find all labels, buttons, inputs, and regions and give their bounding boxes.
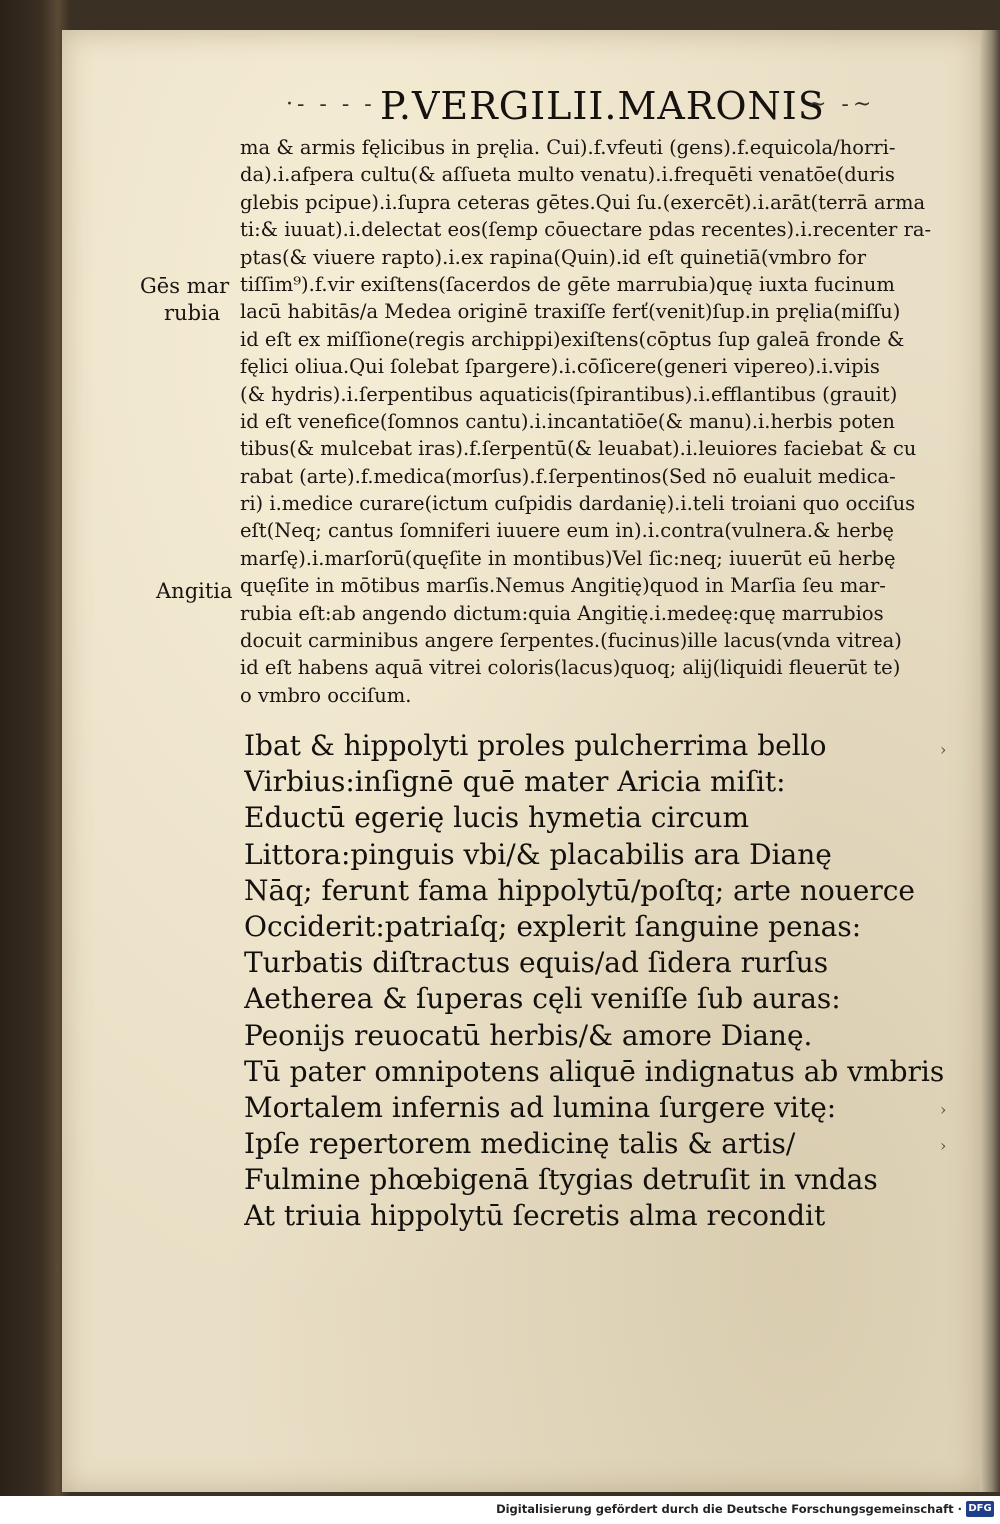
commentary-line: docuit carminibus angere ſerpentes.(fucinus)ille lacus(vnda vitrea) xyxy=(240,629,902,653)
verse-line: Ipſe repertorem medicinę talis & artis/ xyxy=(244,1127,796,1161)
margin-mark: › xyxy=(940,740,947,759)
commentary-line: id eſt habens aquā vitrei coloris(lacus)quoq; alij(liquidi fleuerūt te) xyxy=(240,656,901,680)
commentary-line: eſt(Neq; cantus ſomniferi iuuere eum in).i.contra(vulnera.& herbę xyxy=(240,519,894,543)
margin-mark: › xyxy=(940,1136,947,1155)
running-head-ornament-right: ~ -~ xyxy=(808,92,876,117)
verse-block xyxy=(244,728,964,1235)
verse-line: Littora:pinguis vbi/& placabilis ara Dianę xyxy=(244,837,832,871)
commentary-line: tibus(& mulcebat iras).f.ſerpentū(& leuabat).i.leuiores faciebat & cu xyxy=(240,437,917,461)
running-head: P.VERGILII.MARONIS xyxy=(380,84,825,128)
verse-line: Occiderit:patriaſq; explerit ſanguine penas: xyxy=(244,909,862,943)
commentary-line: ri) i.medice curare(ictum cuſpidis dardanię).i.teli troiani quo occiſus xyxy=(240,492,916,516)
commentary-line: (& hydris).i.ſerpentibus aquaticis(ſpirantibus).i.efflantibus (grauit) xyxy=(240,382,898,406)
running-head-ornament-left: ·- - - - xyxy=(286,92,376,117)
verse-line: Mortalem infernis ad lumina ſurgere vitę: xyxy=(244,1090,837,1124)
commentary-line: rabat (arte).f.medica(morſus).f.ſerpentinos(Sed nō eualuit medica- xyxy=(240,464,896,488)
commentary-line: fęlici oliua.Qui ſolebat ſpargere).i.cōſicere(generi vipereo).i.vipis xyxy=(240,355,880,379)
dfg-logo-icon: DFG xyxy=(966,1501,994,1517)
marginal-note-gens-1: Gēs mar xyxy=(140,274,230,298)
footer-bar xyxy=(0,1496,1000,1524)
commentary-line: id eſt venefice(ſomnos cantu).i.incantatiōe(& manu).i.herbis poten xyxy=(240,409,895,433)
verse-line: Ibat & hippolyti proles pulcherrima bello xyxy=(244,729,827,762)
commentary-line: marſę).i.marſorū(quęſite in montibus)Vel ſic:neq; iuuerūt eū herbę xyxy=(240,546,896,570)
funding-notice: Digitalisierung gefördert durch die Deutsche Forschungsgemeinschaft · xyxy=(496,1502,962,1516)
page-edge xyxy=(980,30,1000,1492)
commentary-block xyxy=(240,134,956,709)
verse-line: Turbatis diſtractus equis/ad ſidera rurſus xyxy=(244,946,829,980)
verse-line: Peonijs reuocatū herbis/& amore Dianę. xyxy=(244,1018,813,1052)
commentary-line: ptas(& viuere rapto).i.ex rapina(Quin).id eſt quinetiā(vmbro for xyxy=(240,245,867,269)
commentary-line: id eſt ex miſſione(regis archippi)exiſtens(cōptus ſup galeā fronde & xyxy=(240,327,905,351)
marginal-note-gens-2: rubia xyxy=(164,301,221,325)
commentary-line: rubia eſt:ab angendo dictum:quia Angitię.i.medeę:quę marrubios xyxy=(240,601,884,625)
marginal-note-angitia: Angitia xyxy=(156,579,233,603)
commentary-line: ma & armis fęlicibus in pręlia. Cui).f.vfeuti (gens).f.equicola/horri- xyxy=(240,136,896,159)
commentary-line: da).i.afpera cultu(& aſſueta multo venatu).i.frequēti venatōe(duris xyxy=(240,163,895,187)
verse-line: Virbius:inſignē quē mater Aricia miſit: xyxy=(244,765,786,799)
commentary-line: glebis pcipue).i.ſupra ceteras gētes.Qui ſu.(exercēt).i.arāt(terrā arma xyxy=(240,190,926,214)
margin-mark: › xyxy=(940,1100,947,1119)
commentary-line: lacū habitās/a Medea originē traxiſſe ferť(venit)ſup.in pręlia(miſſu) xyxy=(240,300,901,324)
verse-line: Nāq; ferunt fama hippolytū/poſtq; arte nouerce xyxy=(244,873,915,907)
commentary-line: quęſite in mōtibus marſis.Nemus Angitię)quod in Marſia ſeu mar- xyxy=(240,574,886,598)
verse-line: Tū pater omnipotens aliquē indignatus ab vmbris xyxy=(244,1054,945,1088)
commentary-line: tiſſim⁹).f.vir exiſtens(ſacerdos de gēte marrubia)quę iuxta fucinum xyxy=(240,272,895,296)
verse-line: At triuia hippolytū ſecretis alma recondit xyxy=(244,1199,826,1233)
verse-line: Fulmine phœbigenā ſtygias detruſit in vndas xyxy=(244,1163,878,1197)
commentary-line: ti:& iuuat).i.delectat eos(ſemp cōuectare pdas recentes).i.recenter ra- xyxy=(240,218,932,242)
verse-line: Aetherea & ſuperas cęli veniſſe ſub auras: xyxy=(244,982,841,1016)
commentary-line: o vmbro occiſum. xyxy=(240,683,412,707)
verse-line: Eductū egerię lucis hymetia circum xyxy=(244,801,750,835)
